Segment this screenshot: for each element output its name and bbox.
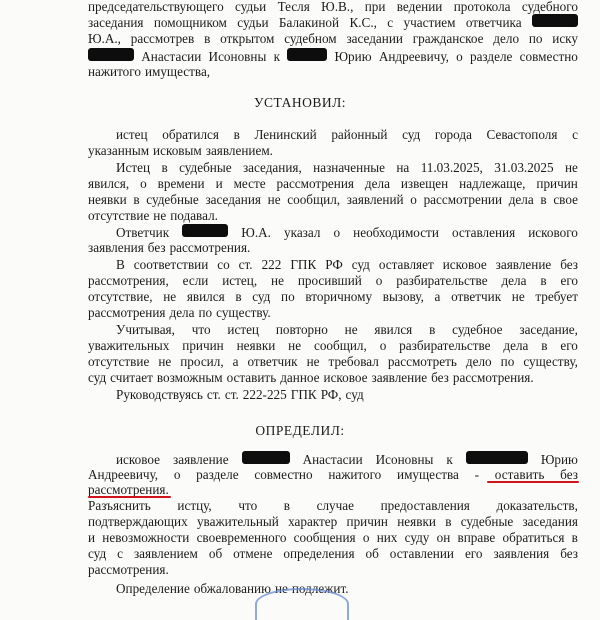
word: заявления	[88, 240, 144, 255]
word: истец	[227, 322, 259, 337]
word: по	[500, 354, 515, 369]
word: оставления	[451, 225, 516, 240]
word: рассмотреть	[387, 354, 457, 369]
word: дела	[169, 305, 195, 320]
word: заявлением.	[205, 143, 273, 158]
word: нажитого	[328, 467, 382, 482]
word: рассмотрения.	[88, 482, 169, 497]
word: РФ,	[320, 387, 342, 402]
text-line	[88, 208, 578, 224]
word: об	[365, 546, 379, 561]
word: Исоновны	[208, 49, 267, 64]
word: по	[528, 31, 543, 46]
word: Анастасии	[302, 452, 363, 467]
word: не	[511, 289, 525, 304]
word: причин	[346, 514, 388, 529]
redaction-block	[242, 451, 290, 464]
word: к	[273, 49, 280, 64]
text-line	[88, 354, 578, 370]
word: без	[431, 370, 449, 385]
word: существу,	[523, 354, 578, 369]
word: уважительный	[196, 514, 279, 529]
word: соответствии	[133, 257, 209, 272]
word: а	[232, 354, 239, 369]
word: не	[271, 273, 284, 288]
word: о	[379, 338, 387, 353]
word: оставить	[226, 370, 277, 385]
word: обратился	[162, 127, 219, 142]
word: разбирательстве	[399, 338, 491, 353]
word: оставить	[494, 467, 545, 482]
word: Юрию	[334, 49, 372, 64]
word: его	[464, 546, 483, 561]
word: исковое	[116, 452, 160, 467]
word: при	[364, 0, 386, 14]
word: 222	[261, 257, 282, 272]
word: сообщил,	[313, 338, 367, 353]
word: повторно	[275, 322, 328, 337]
word: предоставления	[380, 498, 470, 513]
word: извещен	[400, 176, 449, 191]
word: невозможности	[102, 530, 190, 545]
word: своевременного	[196, 530, 287, 545]
word: истец,	[222, 273, 258, 288]
word: о	[173, 467, 181, 482]
word: судебном	[284, 31, 337, 46]
word: отсутствие	[88, 208, 150, 223]
word: ответчик	[451, 289, 502, 304]
word: Ю.А.	[241, 225, 271, 240]
word: имущества,	[144, 64, 211, 79]
word: 31.03.2025	[494, 160, 554, 175]
word: явился,	[88, 176, 130, 191]
word: районный	[331, 127, 388, 142]
word: уважительных	[88, 338, 170, 353]
word: без	[560, 467, 578, 482]
word: о	[410, 192, 417, 207]
word: дела	[501, 273, 527, 288]
word: суд	[351, 257, 370, 272]
text-line	[88, 48, 578, 64]
text-line	[88, 192, 578, 208]
text-line	[88, 64, 578, 80]
word: судебного	[521, 0, 578, 14]
word: гражданское	[412, 31, 484, 46]
word: участием	[403, 15, 456, 30]
word: Тесля	[277, 0, 310, 14]
word: его	[560, 273, 578, 288]
word: отсутствие,	[88, 289, 153, 304]
word: не	[267, 192, 281, 207]
word: времени	[157, 176, 205, 191]
word: В	[116, 257, 125, 272]
word: характер	[288, 514, 338, 529]
word: неявки	[236, 338, 276, 353]
word: истцу,	[177, 498, 212, 513]
word: отмене	[233, 546, 273, 561]
word: в	[429, 322, 436, 337]
text-line	[88, 31, 578, 47]
word: дело	[493, 31, 520, 46]
text-line	[116, 387, 578, 403]
word: Исоновны	[375, 452, 434, 467]
word: сообщил,	[287, 192, 341, 207]
word: судьи	[237, 15, 269, 30]
word: месте	[233, 176, 266, 191]
word: в	[571, 530, 578, 545]
word: заявлений	[346, 192, 404, 207]
word: исковое	[323, 370, 368, 385]
word: Андреевичу,	[378, 49, 449, 64]
heading-opredelil	[0, 423, 600, 439]
word: рассмотрения,	[88, 273, 169, 288]
word: К.С.,	[349, 15, 377, 30]
word: заседания	[88, 15, 144, 30]
word: заседание,	[519, 322, 578, 337]
text-line	[116, 451, 578, 467]
word: рассмотрения.	[88, 562, 169, 577]
word: имущества	[397, 467, 459, 482]
word: не	[288, 338, 302, 353]
word: не	[158, 354, 172, 369]
word: неявки	[397, 514, 436, 529]
word: в	[540, 192, 547, 207]
word: обжалованию	[193, 581, 271, 596]
text-line	[88, 514, 578, 530]
word: на	[396, 160, 410, 175]
word: Севастополя	[486, 127, 558, 142]
word: подлежит.	[291, 581, 349, 596]
word: указанным	[88, 143, 150, 158]
word: заявление	[371, 370, 428, 385]
word: ст.	[224, 387, 239, 402]
word: явился	[186, 289, 225, 304]
word: неявки	[88, 192, 127, 207]
word: считает	[110, 370, 153, 385]
word: Ю.А.,	[88, 31, 121, 46]
word: доказательств,	[496, 498, 578, 513]
redaction-block	[532, 14, 578, 27]
word: в	[204, 31, 211, 46]
word: РФ	[325, 257, 343, 272]
word: отсутствие	[88, 354, 150, 369]
word: протокола	[453, 0, 511, 14]
word: к	[446, 452, 453, 467]
text-line	[88, 176, 578, 192]
word: вправе	[457, 530, 496, 545]
word: подтверждающих	[88, 514, 188, 529]
word: вторичному	[305, 289, 373, 304]
word: случае	[316, 498, 354, 513]
word: судебные	[179, 160, 232, 175]
word: истец	[116, 127, 148, 142]
word: требует	[535, 289, 578, 304]
text-line	[116, 160, 578, 176]
word: требовал	[328, 354, 379, 369]
word: заседания	[522, 514, 578, 529]
word: в	[541, 338, 548, 353]
text-line	[88, 530, 578, 546]
court-seal-stamp	[255, 588, 349, 620]
word: в	[540, 273, 547, 288]
word: Учитывая,	[116, 322, 175, 337]
word: Определение	[116, 581, 190, 596]
redaction-block	[88, 48, 134, 61]
heading-ustanovil	[0, 95, 600, 111]
word: суд	[252, 289, 271, 304]
word: не	[306, 354, 320, 369]
word: определения	[283, 546, 355, 561]
text-line	[88, 14, 578, 30]
word: Руководствуясь	[116, 387, 203, 402]
text-line	[88, 546, 578, 562]
word: в	[161, 160, 168, 175]
text-line	[116, 224, 578, 240]
word: Юрию	[540, 452, 578, 467]
word: просивший	[297, 273, 362, 288]
text-line	[88, 289, 578, 305]
word: дела	[364, 176, 390, 191]
word: что	[238, 498, 258, 513]
word: помощником	[153, 15, 227, 30]
word: без	[560, 257, 578, 272]
word: сообщения	[293, 530, 356, 545]
word: заседания	[205, 192, 261, 207]
word: причин	[182, 338, 224, 353]
word: с	[387, 15, 394, 30]
word: искового	[528, 225, 578, 240]
text-line	[88, 370, 578, 386]
word: открытом	[220, 31, 275, 46]
text-line	[88, 498, 578, 514]
word: причин	[536, 176, 578, 191]
word: Ответчик	[116, 225, 170, 240]
word: а	[434, 289, 441, 304]
word: и	[88, 530, 96, 545]
word: свое	[553, 192, 578, 207]
word: без	[560, 546, 578, 561]
word: Ленинский	[254, 127, 317, 142]
word: если	[182, 273, 209, 288]
word: надлежаще,	[459, 176, 526, 191]
word: дело	[465, 354, 492, 369]
underline-rassmotreniya	[88, 496, 171, 498]
word: указал	[284, 225, 321, 240]
word: оставляет	[378, 257, 434, 272]
word: 11.03.2025,	[420, 160, 483, 175]
word: ст.	[238, 257, 253, 272]
word: председательствующего	[88, 0, 224, 14]
text-line	[116, 257, 578, 273]
word: не	[564, 160, 578, 175]
word: по	[198, 305, 213, 320]
word: суду	[404, 530, 430, 545]
word: просил,	[180, 354, 224, 369]
word: ответчика	[465, 15, 522, 30]
word: в	[445, 514, 452, 529]
word: суд	[88, 370, 107, 385]
word: совместно	[254, 467, 313, 482]
word: заседании	[346, 31, 403, 46]
word: подавал.	[170, 208, 218, 223]
word: необходимости	[353, 225, 439, 240]
word: в	[235, 289, 242, 304]
word: ответчик	[247, 354, 298, 369]
word: не	[163, 289, 177, 304]
word: рассмотрении	[423, 192, 503, 207]
word: исковым	[153, 143, 202, 158]
underline-ostavit-bez	[487, 481, 579, 483]
word: данное	[280, 370, 320, 385]
word: о	[375, 273, 383, 288]
word: Андреевичу,	[88, 467, 159, 482]
word: заявления	[493, 546, 550, 561]
word: них	[376, 530, 398, 545]
word: и	[215, 176, 223, 191]
word: без	[147, 240, 166, 255]
word: его	[560, 338, 578, 353]
word: не	[153, 208, 167, 223]
word: о	[333, 225, 341, 240]
word: города	[434, 127, 472, 142]
text-line	[88, 305, 578, 321]
text-line	[88, 338, 578, 354]
word: в	[133, 192, 140, 207]
word: судебные	[146, 192, 199, 207]
word: ведении	[396, 0, 443, 14]
word: судьи	[235, 0, 267, 14]
word: рассмотрения	[88, 305, 166, 320]
word: с	[572, 127, 578, 142]
word: Ю.В.,	[321, 0, 354, 14]
word: судебное	[452, 322, 503, 337]
word: о	[362, 530, 370, 545]
word: заявлением	[133, 546, 198, 561]
word: ГПК	[290, 387, 317, 402]
word: существу.	[216, 305, 271, 320]
text-line	[116, 322, 578, 338]
word: исковое	[442, 257, 487, 272]
word: с	[117, 546, 123, 561]
heading-ustanovil-text: УСТАНОВИЛ:	[253, 95, 347, 110]
word: суд	[402, 127, 421, 142]
word: не	[274, 581, 288, 596]
word: рассмотрения	[276, 176, 354, 191]
word: Истец	[116, 160, 151, 175]
word: дела	[503, 338, 529, 353]
redaction-block	[466, 451, 528, 464]
word: о	[140, 176, 147, 191]
word: ГПК	[290, 257, 317, 272]
word: в	[233, 127, 240, 142]
word: суд	[345, 387, 364, 402]
word: иску	[552, 31, 578, 46]
word: разделе	[469, 49, 513, 64]
word: нажитого	[88, 64, 141, 79]
word: явился	[374, 322, 413, 337]
redaction-block	[182, 224, 228, 237]
word: рассмотрев	[130, 31, 195, 46]
word: дела	[508, 192, 534, 207]
word: 222-225	[242, 387, 287, 402]
word: рассмотрения.	[169, 240, 251, 255]
word: рассмотрения.	[452, 370, 534, 385]
word: о	[456, 49, 463, 64]
word: оставлении	[389, 546, 454, 561]
word: не	[344, 322, 358, 337]
word: заседания,	[242, 160, 302, 175]
word: заявление	[173, 452, 229, 467]
word: в	[283, 498, 291, 513]
text-line	[88, 143, 578, 159]
text-line	[88, 562, 578, 578]
word: по	[281, 289, 295, 304]
word: -	[474, 467, 480, 482]
redaction-block	[287, 48, 327, 61]
word: Анастасии	[141, 49, 202, 64]
word: Разъяснить	[88, 498, 151, 513]
word: обратиться	[502, 530, 565, 545]
word: разделе	[196, 467, 239, 482]
word: со	[217, 257, 230, 272]
word: судебные	[460, 514, 514, 529]
heading-opredelil-text: ОПРЕДЕЛИЛ:	[255, 423, 345, 438]
word: об	[208, 546, 223, 561]
word: ст.	[206, 387, 221, 402]
text-line	[88, 273, 578, 289]
word: он	[436, 530, 451, 545]
text-line	[88, 240, 578, 256]
word: вызову,	[382, 289, 424, 304]
word: суд	[88, 546, 107, 561]
text-line	[116, 581, 578, 597]
word: назначенные	[313, 160, 385, 175]
word: заявление	[495, 257, 552, 272]
word: разбирательстве	[396, 273, 488, 288]
text-line	[88, 0, 578, 15]
word: совместно	[519, 49, 578, 64]
word: Балакиной	[278, 15, 340, 30]
word: что	[191, 322, 211, 337]
word: возможным	[156, 370, 223, 385]
text-line	[116, 127, 578, 143]
